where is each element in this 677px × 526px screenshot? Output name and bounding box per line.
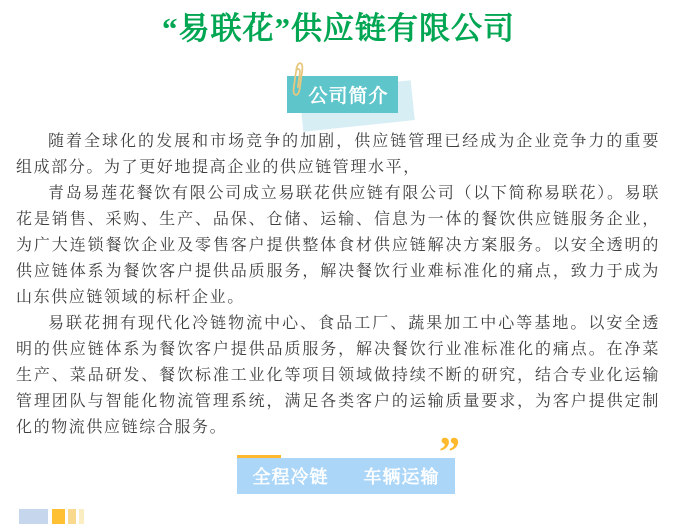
decor-orange-block (52, 509, 65, 524)
paragraph-1: 随着全球化的发展和市场竞争的加剧，供应链管理已经成为企业竞争力的重要组成部分。为了更好地提高企业的供应链管理水平， (16, 133, 660, 176)
decor-yellow-block (68, 509, 76, 524)
footer-badge-label-transport: 车辆运输 (363, 467, 440, 487)
decor-blue-block (19, 509, 48, 524)
footer-badge (237, 458, 455, 494)
paragraph-2: 青岛易莲花餐饮有限公司成立易联花供应链有限公司（以下简称易联花）。易联花是销售、采购、生产、品保、仓储、运输、信息为一体的餐饮供应链服务企业，为广大连锁餐饮企业及零售客户提供整体食材供应链解决方案服务。以安全透明的供应链体系为餐饮客户提供品质服务，解决餐饮行业难标准化的痛点，致力于成为山东供应链领域的标杆企业。 (16, 185, 660, 306)
paragraph-3: 易联花拥有现代化冷链物流中心、食品工厂、蔬果加工中心等基地。以安全透明的供应链体系为餐饮客户提供品质服务，解决餐饮行业准标准化的痛点。在净菜生产、菜品研发、餐饮标准工业化等项目领域做持续不断的研究，结合专业化运输管理团队与智能化物流管理系统，满足各类客户的运输质量要求，为客户提供定制化的物流供应链综合服务。 (16, 315, 660, 436)
decor-pale-yellow-block (79, 509, 84, 524)
company-description (16, 129, 660, 441)
accent-line (237, 455, 281, 458)
section-badge-label: 公司简介 (308, 86, 389, 107)
footer-banner (237, 430, 467, 498)
quote-mark-icon: ” (439, 430, 460, 476)
footer-badge-label-cold-chain: 全程冷链 (252, 467, 329, 487)
page-title: “易联花”供应链有限公司 (162, 11, 515, 46)
section-header (287, 60, 427, 140)
